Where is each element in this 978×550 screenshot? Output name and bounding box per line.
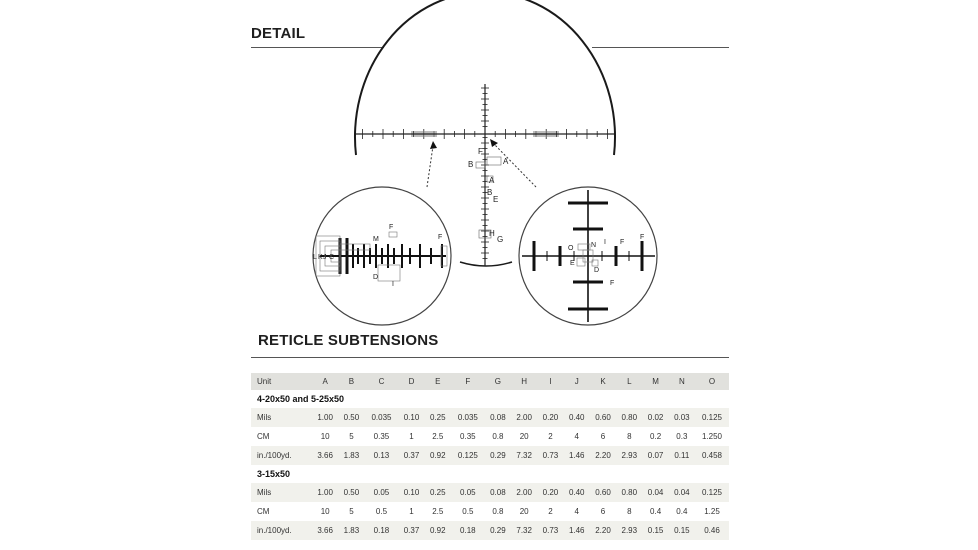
- table-cell: 0.20: [537, 408, 563, 427]
- table-cell: 20: [519, 507, 529, 516]
- table-cell: 0.35: [460, 432, 476, 441]
- table-cell: 2: [548, 507, 553, 516]
- main-letter-a2: A: [489, 176, 495, 185]
- header-cell-k: K: [590, 373, 616, 390]
- left-letter-l: L: [313, 254, 317, 261]
- right-letter-f: F: [620, 239, 625, 246]
- table-cell: 0.73: [537, 521, 563, 540]
- table-cell: 20: [519, 432, 529, 441]
- header-cell-d: D: [398, 373, 424, 390]
- table-cell: 0.035: [365, 408, 399, 427]
- table-cell: 0.125: [695, 483, 729, 502]
- table-cell: 0.035: [451, 408, 485, 427]
- table-row: [251, 446, 729, 465]
- table-row: [251, 427, 729, 446]
- table-cell: 0.07: [642, 446, 668, 465]
- left-letter-c: C: [329, 254, 335, 261]
- table-cell: 0.92: [425, 521, 451, 540]
- header-cell-c: C: [365, 373, 399, 390]
- header-cell-b: B: [338, 373, 364, 390]
- table-cell: 0.40: [564, 483, 590, 502]
- table-cell: 0.5: [375, 507, 388, 516]
- table-row: [251, 483, 729, 502]
- table-cell: 3.66: [312, 446, 338, 465]
- table-cell: 2.93: [616, 521, 642, 540]
- table-cell: 0.13: [365, 446, 399, 465]
- left-letter-k: K: [318, 254, 323, 261]
- table-cell: 5: [349, 432, 354, 441]
- header-cell-f: F: [451, 373, 485, 390]
- left-letter-j: J: [323, 254, 327, 261]
- table-cell: 1.00: [312, 408, 338, 427]
- header-cell-j: J: [564, 373, 590, 390]
- table-cell: 0.15: [642, 521, 668, 540]
- left-letter-f2: F: [438, 234, 443, 241]
- table-cell: 0.08: [485, 483, 511, 502]
- table-cell: 7.32: [511, 446, 537, 465]
- row-unit-label: CM: [257, 432, 270, 441]
- table-row: [251, 502, 729, 521]
- zoom-arrow-head-right: [490, 139, 498, 147]
- table-cell: 0.10: [398, 483, 424, 502]
- main-letter-a: A: [503, 157, 509, 166]
- right-letter-e: E: [570, 260, 575, 267]
- left-letter-d: D: [373, 274, 379, 281]
- table-cell: 0.05: [365, 483, 399, 502]
- subtensions-table-wrap: [251, 373, 729, 540]
- left-letter-i: I: [392, 281, 394, 288]
- table-cell: 0.37: [398, 521, 424, 540]
- table-cell: 0.50: [338, 408, 364, 427]
- table-cell: 0.15: [669, 521, 695, 540]
- table-cell: 5: [349, 507, 354, 516]
- table-cell: 2.5: [432, 507, 444, 516]
- table-cell: 6: [600, 507, 606, 516]
- table-cell: 1: [409, 432, 414, 441]
- header-cell-o: O: [695, 373, 729, 390]
- table-cell: 0.11: [669, 446, 695, 465]
- table-cell: 0.25: [425, 483, 451, 502]
- table-cell: 0.73: [537, 446, 563, 465]
- table-cell: 6: [600, 432, 606, 441]
- group-title: 3-15x50: [257, 469, 291, 479]
- table-cell: 0.35: [373, 432, 390, 441]
- table-cell: 2.20: [590, 521, 616, 540]
- table-cell: 1.250: [701, 432, 723, 441]
- table-cell: 1.46: [564, 521, 590, 540]
- table-cell: 1.46: [564, 446, 590, 465]
- table-cell: 0.3: [676, 432, 688, 441]
- right-letter-d: D: [594, 267, 600, 274]
- table-cell: 0.92: [425, 446, 451, 465]
- zoom-arrow-head-left: [430, 141, 437, 149]
- table-cell: 0.4: [676, 507, 688, 516]
- table-cell: 10: [320, 507, 330, 516]
- main-letter-b2: B: [487, 188, 493, 197]
- table-cell: 0.40: [564, 408, 590, 427]
- subtensions-rule: [251, 357, 729, 358]
- table-cell: 0.29: [485, 521, 511, 540]
- table-cell: 0.8: [492, 507, 504, 516]
- header-cell-i: I: [537, 373, 563, 390]
- header-cell-a: A: [312, 373, 338, 390]
- header-cell-m: M: [642, 373, 668, 390]
- header-unit-cell: Unit: [251, 373, 312, 390]
- main-letter-h: H: [489, 229, 495, 238]
- table-cell: 2.93: [616, 446, 642, 465]
- table-cell: 0.37: [398, 446, 424, 465]
- header-cell-n: N: [669, 373, 695, 390]
- main-letter-f: F: [478, 147, 483, 156]
- table-cell: 1: [409, 507, 414, 516]
- subtensions-heading: RETICLE SUBTENSIONS: [258, 332, 439, 349]
- main-scope-bottom-arc: [460, 262, 512, 266]
- table-cell: 4: [574, 507, 579, 516]
- row-unit-label: in./100yd.: [251, 446, 312, 465]
- table-cell: 0.5: [462, 507, 474, 516]
- header-cell-l: L: [616, 373, 642, 390]
- row-unit-label: Mils: [251, 408, 312, 427]
- table-group-row: [251, 390, 729, 408]
- subtensions-table: [251, 373, 729, 540]
- right-letter-f2: F: [640, 234, 645, 241]
- table-cell: 10: [320, 432, 330, 441]
- row-unit-label: in./100yd.: [251, 521, 312, 540]
- table-cell: 0.18: [365, 521, 399, 540]
- right-letter-f3: F: [610, 280, 615, 287]
- table-header-row: [251, 373, 729, 390]
- table-cell: 1.00: [312, 483, 338, 502]
- row-unit-label: CM: [257, 507, 270, 516]
- table-cell: 0.20: [537, 483, 563, 502]
- table-cell: 0.80: [616, 483, 642, 502]
- table-cell: 0.10: [398, 408, 424, 427]
- table-cell: 0.60: [590, 408, 616, 427]
- table-cell: 2.20: [590, 446, 616, 465]
- table-cell: 0.29: [485, 446, 511, 465]
- main-letter-b: B: [468, 160, 474, 169]
- table-cell: 0.08: [485, 408, 511, 427]
- table-cell: 0.80: [616, 408, 642, 427]
- group-title: 4-20x50 and 5-25x50: [257, 394, 345, 404]
- table-cell: 0.60: [590, 483, 616, 502]
- table-cell: 0.03: [669, 408, 695, 427]
- table-cell: 0.04: [669, 483, 695, 502]
- table-cell: 0.46: [695, 521, 729, 540]
- table-cell: 8: [627, 432, 632, 441]
- table-cell: 0.04: [642, 483, 668, 502]
- right-zoom-circle: [519, 187, 657, 325]
- table-cell: 0.02: [642, 408, 668, 427]
- table-cell: 1.83: [338, 521, 364, 540]
- table-cell: 2.00: [511, 408, 537, 427]
- left-zoom-circle: [313, 187, 451, 325]
- main-letter-labels: [468, 147, 509, 244]
- table-cell: 1.25: [704, 507, 720, 516]
- table-cell: 0.05: [451, 483, 485, 502]
- left-letter-f: F: [389, 224, 394, 231]
- table-cell: 0.4: [650, 507, 662, 516]
- table-cell: 1.83: [338, 446, 364, 465]
- header-cell-g: G: [485, 373, 511, 390]
- table-cell: 0.8: [492, 432, 504, 441]
- table-row: [251, 408, 729, 427]
- table-cell: 0.50: [338, 483, 364, 502]
- table-cell: 0.2: [650, 432, 662, 441]
- table-group-row: [251, 465, 729, 483]
- table-cell: 0.25: [425, 408, 451, 427]
- table-cell: 8: [627, 507, 632, 516]
- table-cell: 0.458: [695, 446, 729, 465]
- table-cell: 4: [574, 432, 579, 441]
- detail-heading: DETAIL: [251, 25, 306, 42]
- table-cell: 2: [548, 432, 553, 441]
- table-cell: 0.125: [451, 446, 485, 465]
- header-cell-h: H: [511, 373, 537, 390]
- header-cell-e: E: [425, 373, 451, 390]
- table-cell: 0.125: [695, 408, 729, 427]
- table-row: [251, 521, 729, 540]
- table-cell: 0.18: [451, 521, 485, 540]
- right-letter-n: N: [591, 242, 597, 249]
- right-letter-i: I: [604, 239, 606, 246]
- table-cell: 2.00: [511, 483, 537, 502]
- left-letter-m: M: [373, 236, 379, 243]
- row-unit-label: Mils: [251, 483, 312, 502]
- main-letter-g: G: [497, 235, 504, 244]
- right-letter-o: O: [568, 245, 574, 252]
- table-cell: 3.66: [312, 521, 338, 540]
- table-cell: 2.5: [432, 432, 444, 441]
- table-cell: 7.32: [511, 521, 537, 540]
- main-letter-e: E: [493, 195, 499, 204]
